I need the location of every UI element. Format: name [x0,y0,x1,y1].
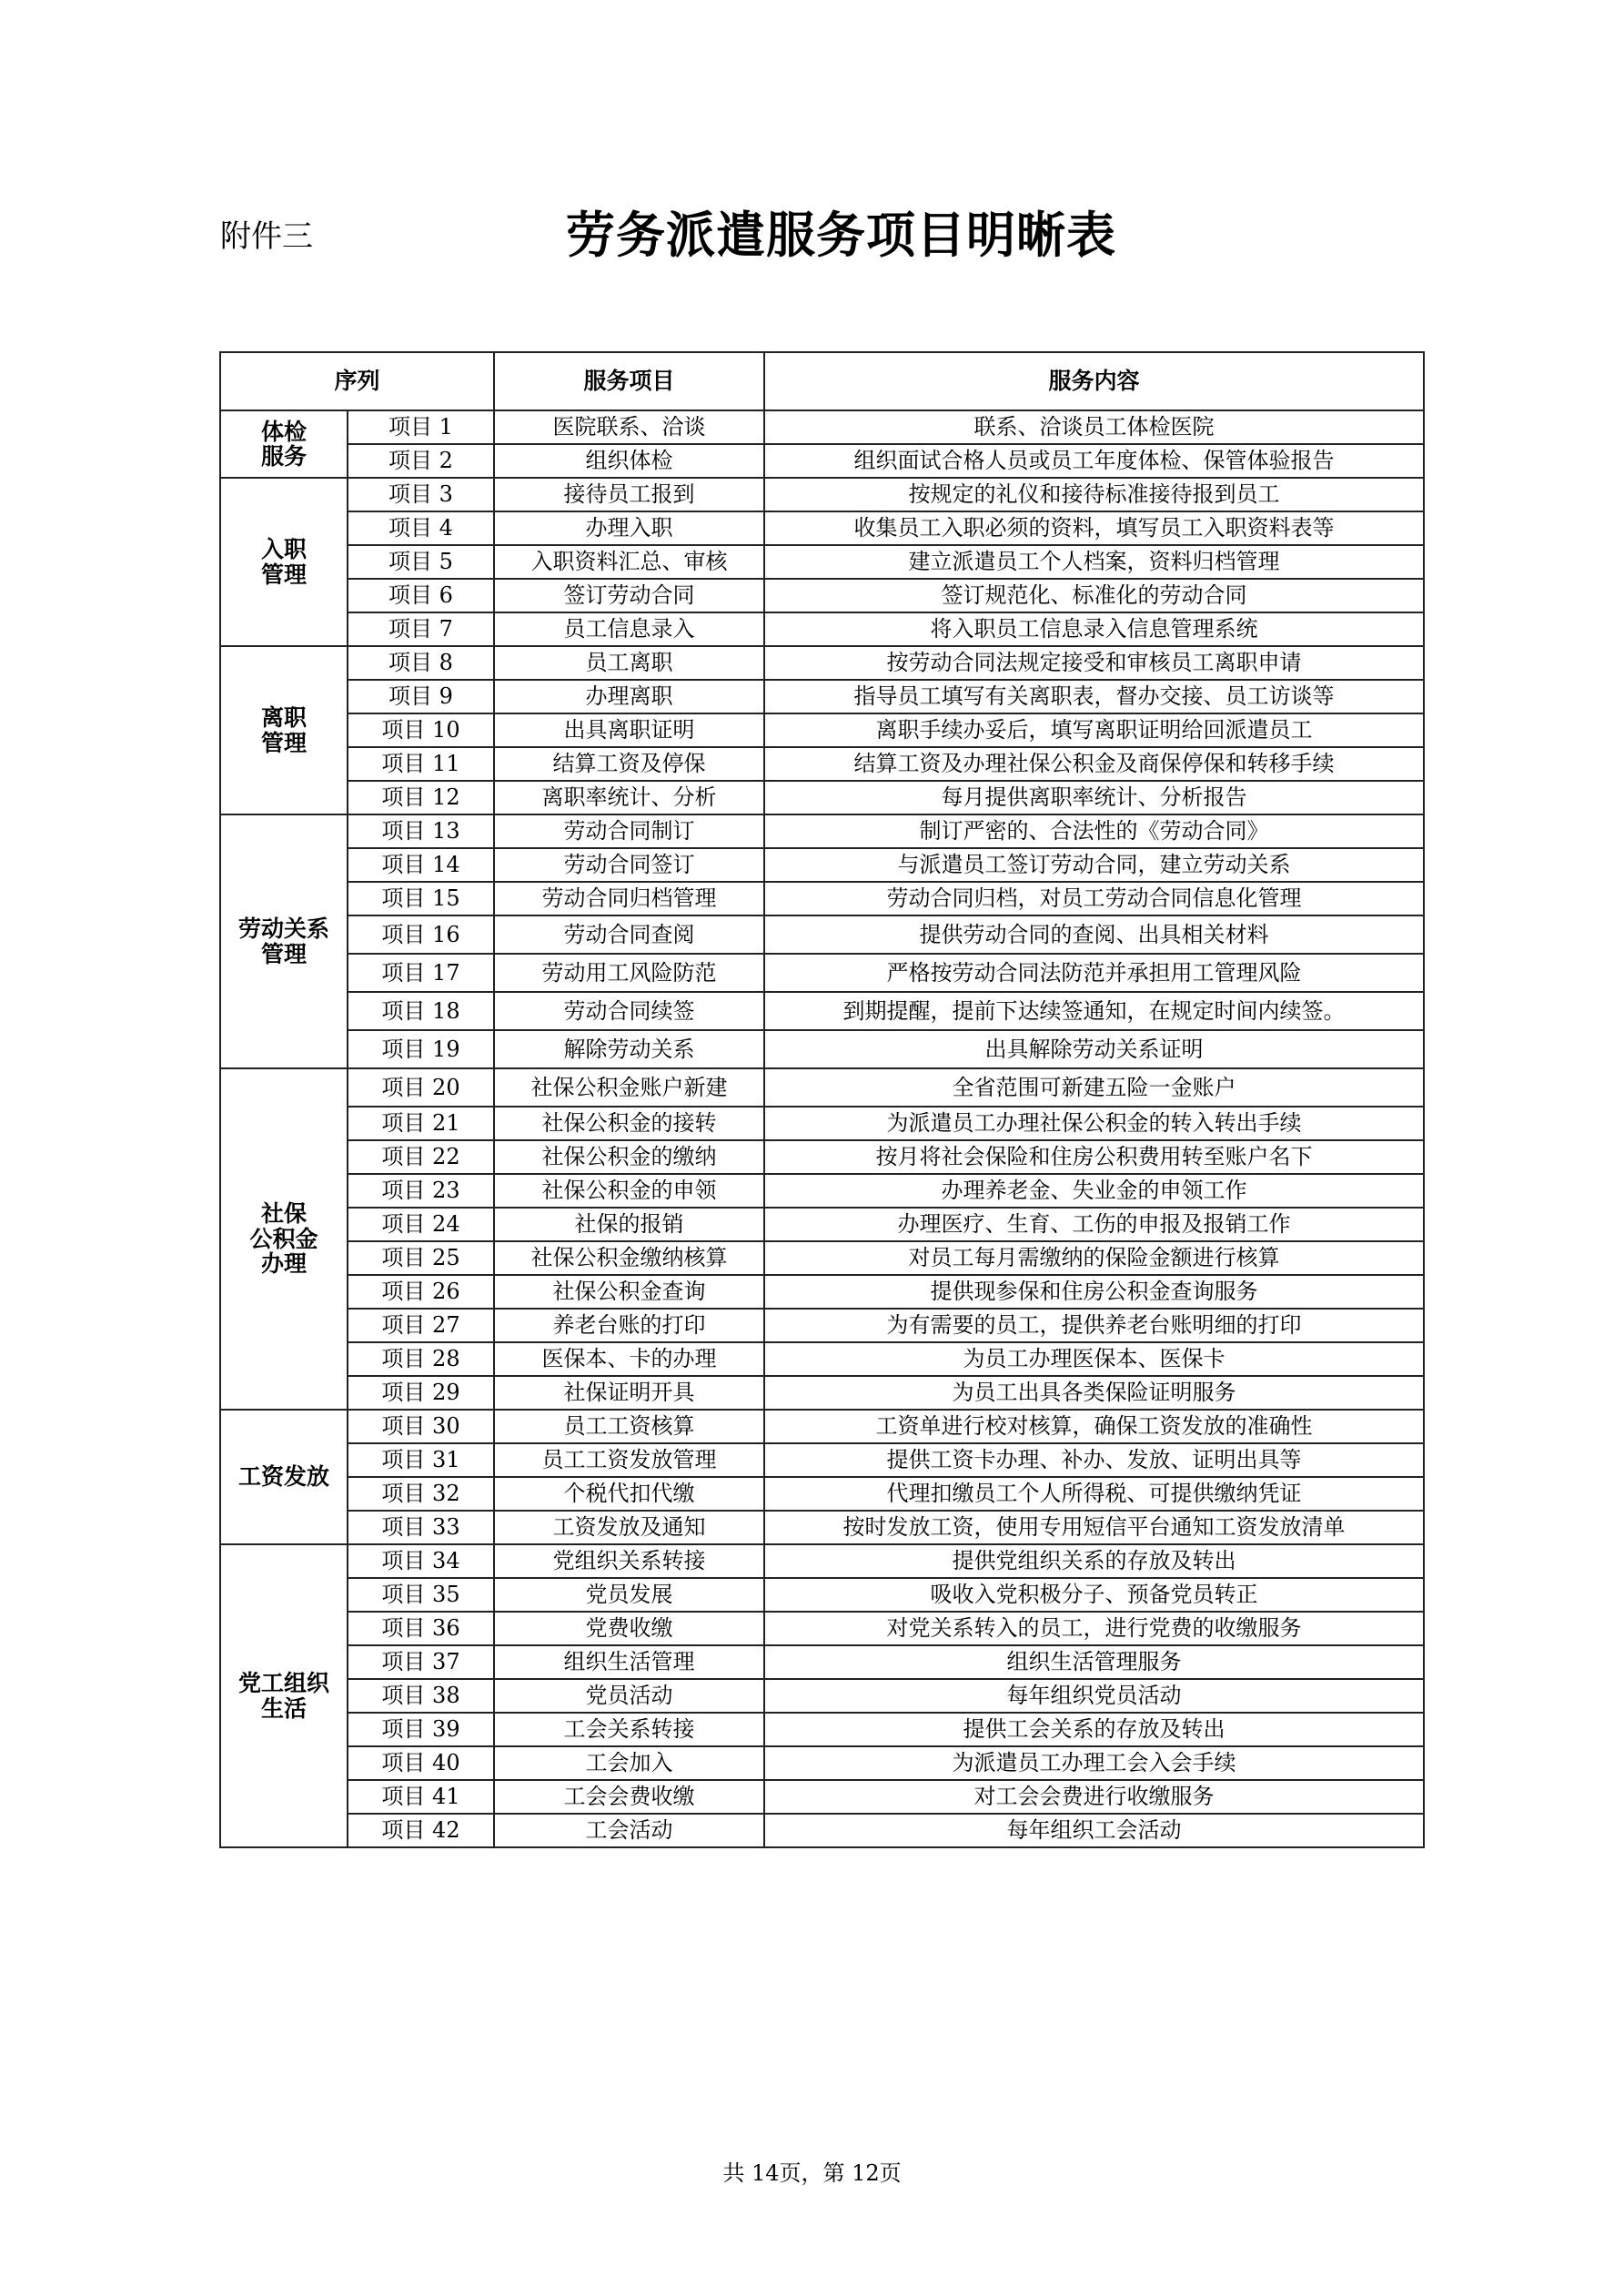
category-cell [220,478,348,646]
service-item-cell: 工会加入 [494,1746,764,1780]
service-item-cell: 结算工资及停保 [494,747,764,781]
service-content-cell: 对工会会费进行收缴服务 [764,1780,1424,1814]
table-row [220,1780,1424,1814]
item-number-cell: 项目 10 [348,713,494,747]
service-item-cell: 员工工资发放管理 [494,1443,764,1477]
item-number-cell: 项目 42 [348,1814,494,1847]
item-number-cell: 项目 37 [348,1645,494,1679]
table-row [220,1241,1424,1275]
item-number-cell: 项目 39 [348,1713,494,1746]
table-row [220,1746,1424,1780]
service-content-cell: 将入职员工信息录入信息管理系统 [764,612,1424,646]
service-content-cell: 组织生活管理服务 [764,1645,1424,1679]
item-number-cell: 项目 25 [348,1241,494,1275]
service-item-cell: 劳动用工风险防范 [494,954,764,992]
service-item-cell: 个税代扣代缴 [494,1477,764,1511]
item-number-cell: 项目 19 [348,1030,494,1068]
table-row [220,1342,1424,1376]
service-content-cell: 办理医疗、生育、工伤的申报及报销工作 [764,1208,1424,1241]
service-item-cell: 劳动合同签订 [494,848,764,882]
service-items-table [219,351,1425,1848]
item-number-cell: 项目 4 [348,511,494,545]
category-label: 离职 [260,704,307,731]
item-number-cell: 项目 15 [348,882,494,915]
service-content-cell: 指导员工填写有关离职表，督办交接、员工访谈等 [764,680,1424,713]
item-number-cell: 项目 8 [348,646,494,680]
service-content-cell: 提供工资卡办理、补办、发放、证明出具等 [764,1443,1424,1477]
service-content-cell: 吸收入党积极分子、预备党员转正 [764,1578,1424,1612]
service-item-cell: 工资发放及通知 [494,1511,764,1544]
category-label: 劳动关系 [237,915,329,942]
service-content-cell: 按规定的礼仪和接待标准接待报到员工 [764,478,1424,511]
service-item-cell: 劳动合同续签 [494,992,764,1030]
service-item-cell: 员工离职 [494,646,764,680]
item-number-cell: 项目 20 [348,1068,494,1107]
service-content-cell: 结算工资及办理社保公积金及商保停保和转移手续 [764,747,1424,781]
service-content-cell: 制订严密的、合法性的《劳动合同》 [764,814,1424,848]
service-item-cell: 接待员工报到 [494,478,764,511]
service-item-cell: 办理入职 [494,511,764,545]
category-label: 党工组织 [237,1670,329,1696]
service-item-cell: 党组织关系转接 [494,1544,764,1578]
table-row [220,1275,1424,1309]
service-item-cell: 解除劳动关系 [494,1030,764,1068]
item-number-cell: 项目 32 [348,1477,494,1511]
service-content-cell: 为员工出具各类保险证明服务 [764,1376,1424,1410]
table-row [220,1410,1424,1443]
item-number-cell: 项目 5 [348,545,494,579]
category-label: 管理 [260,940,307,967]
category-cell [220,1068,348,1410]
service-content-cell: 为派遣员工办理社保公积金的转入转出手续 [764,1107,1424,1140]
item-number-cell: 项目 3 [348,478,494,511]
service-content-cell: 建立派遣员工个人档案，资料归档管理 [764,545,1424,579]
service-item-cell: 工会关系转接 [494,1713,764,1746]
service-content-cell: 为有需要的员工，提供养老台账明细的打印 [764,1309,1424,1342]
table-row [220,1309,1424,1342]
item-number-cell: 项目 34 [348,1544,494,1578]
service-content-cell: 与派遣员工签订劳动合同，建立劳动关系 [764,848,1424,882]
item-number-cell: 项目 1 [348,410,494,444]
table-row [220,1376,1424,1410]
table-body [220,410,1424,1847]
category-cell [220,814,348,1068]
service-item-cell: 社保公积金账户新建 [494,1068,764,1107]
service-content-cell: 提供工会关系的存放及转出 [764,1713,1424,1746]
service-item-cell: 员工工资核算 [494,1410,764,1443]
category-cell [220,646,348,814]
service-item-cell: 社保公积金查询 [494,1275,764,1309]
service-item-cell: 劳动合同查阅 [494,915,764,954]
item-number-cell: 项目 2 [348,444,494,478]
table-row [220,1443,1424,1477]
table-row [220,680,1424,713]
item-number-cell: 项目 31 [348,1443,494,1477]
item-number-cell: 项目 11 [348,747,494,781]
service-content-cell: 联系、洽谈员工体检医院 [764,410,1424,444]
service-item-cell: 医院联系、洽谈 [494,410,764,444]
table-row [220,1713,1424,1746]
table-row [220,410,1424,444]
item-number-cell: 项目 26 [348,1275,494,1309]
service-item-cell: 劳动合同归档管理 [494,882,764,915]
item-number-cell: 项目 23 [348,1174,494,1208]
item-number-cell: 项目 16 [348,915,494,954]
table-row [220,1068,1424,1107]
service-item-cell: 出具离职证明 [494,713,764,747]
service-content-cell: 提供现参保和住房公积金查询服务 [764,1275,1424,1309]
table-row [220,1679,1424,1713]
item-number-cell: 项目 36 [348,1612,494,1645]
service-item-cell: 离职率统计、分析 [494,781,764,814]
item-number-cell: 项目 13 [348,814,494,848]
service-content-cell: 每月提供离职率统计、分析报告 [764,781,1424,814]
item-number-cell: 项目 12 [348,781,494,814]
table-row [220,579,1424,612]
item-number-cell: 项目 40 [348,1746,494,1780]
service-item-cell: 组织体检 [494,444,764,478]
table-row [220,1612,1424,1645]
service-item-cell: 党员发展 [494,1578,764,1612]
service-content-cell: 按时发放工资，使用专用短信平台通知工资发放清单 [764,1511,1424,1544]
table-row [220,444,1424,478]
item-number-cell: 项目 18 [348,992,494,1030]
category-label: 生活 [260,1694,307,1722]
service-content-cell: 办理养老金、失业金的申领工作 [764,1174,1424,1208]
service-content-cell: 提供劳动合同的查阅、出具相关材料 [764,915,1424,954]
item-number-cell: 项目 30 [348,1410,494,1443]
service-content-cell: 每年组织工会活动 [764,1814,1424,1847]
service-item-cell: 工会会费收缴 [494,1780,764,1814]
category-label: 公积金 [249,1225,318,1252]
item-number-cell: 项目 14 [348,848,494,882]
item-number-cell: 项目 27 [348,1309,494,1342]
item-number-cell: 项目 6 [348,579,494,612]
service-content-cell: 劳动合同归档，对员工劳动合同信息化管理 [764,882,1424,915]
item-number-cell: 项目 29 [348,1376,494,1410]
service-item-cell: 工会活动 [494,1814,764,1847]
service-content-cell: 到期提醒，提前下达续签通知，在规定时间内续签。 [764,992,1424,1030]
service-content-cell: 提供党组织关系的存放及转出 [764,1544,1424,1578]
service-item-cell: 组织生活管理 [494,1645,764,1679]
service-item-cell: 劳动合同制订 [494,814,764,848]
table-row [220,848,1424,882]
item-number-cell: 项目 41 [348,1780,494,1814]
table-row [220,954,1424,992]
page-footer: 共 14页，第 12页 [722,2160,902,2186]
table-row [220,1544,1424,1578]
item-number-cell: 项目 22 [348,1140,494,1174]
column-header-sequence: 序列 [220,352,494,410]
service-content-cell: 全省范围可新建五险一金账户 [764,1068,1424,1107]
table-row [220,781,1424,814]
service-content-cell: 按月将社会保险和住房公积费用转至账户名下 [764,1140,1424,1174]
service-content-cell: 代理扣缴员工个人所得税、可提供缴纳凭证 [764,1477,1424,1511]
attachment-label: 附件三 [220,218,313,255]
table-row [220,612,1424,646]
table-row [220,478,1424,511]
table-row [220,747,1424,781]
table-row [220,1645,1424,1679]
table-header-row [220,352,1424,410]
service-item-cell: 养老台账的打印 [494,1309,764,1342]
table-row [220,1140,1424,1174]
table-row [220,992,1424,1030]
item-number-cell: 项目 24 [348,1208,494,1241]
table-row [220,915,1424,954]
category-cell [220,410,348,478]
service-item-cell: 党员活动 [494,1679,764,1713]
table-row [220,1814,1424,1847]
service-content-cell: 工资单进行校对核算，确保工资发放的准确性 [764,1410,1424,1443]
category-label: 体检 [260,418,307,445]
service-item-cell: 社保的报销 [494,1208,764,1241]
item-number-cell: 项目 35 [348,1578,494,1612]
item-number-cell: 项目 17 [348,954,494,992]
service-content-cell: 签订规范化、标准化的劳动合同 [764,579,1424,612]
service-item-cell: 入职资料汇总、审核 [494,545,764,579]
service-content-cell: 为派遣员工办理工会入会手续 [764,1746,1424,1780]
service-item-cell: 医保本、卡的办理 [494,1342,764,1376]
service-content-cell: 收集员工入职必须的资料，填写员工入职资料表等 [764,511,1424,545]
item-number-cell: 项目 28 [348,1342,494,1376]
category-label: 入职 [260,536,307,562]
service-content-cell: 出具解除劳动关系证明 [764,1030,1424,1068]
service-content-cell: 离职手续办妥后，填写离职证明给回派遣员工 [764,713,1424,747]
service-item-cell: 社保公积金的接转 [494,1107,764,1140]
column-header-service-content: 服务内容 [764,352,1424,410]
document-title: 劳务派遣服务项目明晰表 [566,207,1116,264]
service-item-cell: 党费收缴 [494,1612,764,1645]
item-number-cell: 项目 9 [348,680,494,713]
category-label: 服务 [260,443,307,470]
service-content-cell: 对党关系转入的员工，进行党费的收缴服务 [764,1612,1424,1645]
category-label: 管理 [260,561,307,588]
service-content-cell: 按劳动合同法规定接受和审核员工离职申请 [764,646,1424,680]
table-row [220,545,1424,579]
service-item-cell: 办理离职 [494,680,764,713]
service-content-cell: 为员工办理医保本、医保卡 [764,1342,1424,1376]
column-header-service-item: 服务项目 [494,352,764,410]
category-label: 社保 [260,1200,307,1228]
table-row [220,1174,1424,1208]
item-number-cell: 项目 38 [348,1679,494,1713]
table-row [220,1030,1424,1068]
category-cell [220,1410,348,1544]
table-row [220,646,1424,680]
service-content-cell: 对员工每月需缴纳的保险金额进行核算 [764,1241,1424,1275]
item-number-cell: 项目 33 [348,1511,494,1544]
category-label: 工资发放 [237,1463,329,1491]
item-number-cell: 项目 7 [348,612,494,646]
service-content-cell: 每年组织党员活动 [764,1679,1424,1713]
service-item-cell: 社保公积金的申领 [494,1174,764,1208]
table-row [220,1208,1424,1241]
table-row [220,1511,1424,1544]
category-label: 办理 [260,1250,307,1278]
table-row [220,511,1424,545]
category-label: 管理 [260,729,307,756]
service-item-cell: 社保公积金缴纳核算 [494,1241,764,1275]
service-item-cell: 员工信息录入 [494,612,764,646]
service-item-cell: 社保证明开具 [494,1376,764,1410]
service-content-cell: 组织面试合格人员或员工年度体检、保管体验报告 [764,444,1424,478]
service-content-cell: 严格按劳动合同法防范并承担用工管理风险 [764,954,1424,992]
table-row [220,882,1424,915]
table-row [220,814,1424,848]
table-row [220,1107,1424,1140]
category-cell [220,1544,348,1847]
table-row [220,713,1424,747]
table-row [220,1477,1424,1511]
service-item-cell: 社保公积金的缴纳 [494,1140,764,1174]
service-item-cell: 签订劳动合同 [494,579,764,612]
item-number-cell: 项目 21 [348,1107,494,1140]
table-row [220,1578,1424,1612]
